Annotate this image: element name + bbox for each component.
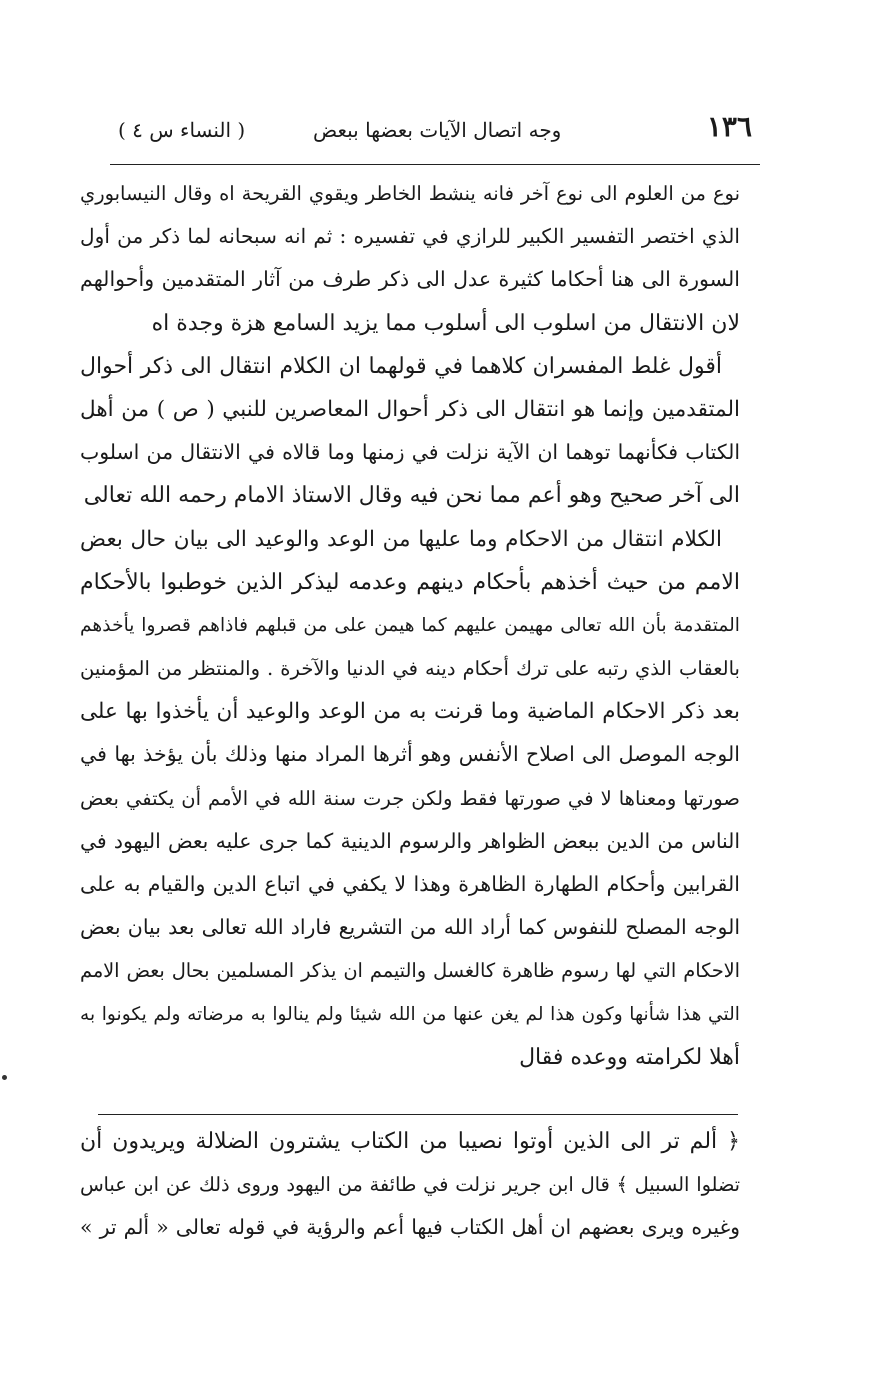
text-line: وغيره ويرى بعضهم ان أهل الكتاب فيها أعم والرؤية في قوله تعالى « ألم تر »	[80, 1215, 740, 1240]
text-line: الذي اختصر التفسير الكبير للرازي في تفسيره : ثم انه سبحانه لما ذكر من أول	[80, 224, 740, 249]
text-line: الوجه المصلح للنفوس كما أراد الله من التشريع فاراد الله تعالى بعد بيان بعض	[80, 915, 740, 940]
surah-reference: ( النساء س ٤ )	[118, 118, 246, 142]
text-line: المتقدمة بأن الله تعالى مهيمن عليهم كما هيمن على من قبلهم فاذاهم قصروا يأخذهم	[80, 614, 740, 636]
text-line: القرابين وأحكام الطهارة الظاهرة وهذا لا يكفي في اتباع الدين والقيام به على	[80, 872, 740, 896]
text-line: نوع من العلوم الى نوع آخر فانه ينشط الخاطر ويقوي القريحة اه وقال النيسابوري	[80, 182, 740, 205]
scan-speck	[2, 1075, 7, 1080]
header-rule	[110, 164, 760, 165]
page-header	[118, 108, 752, 156]
text-line: المتقدمين وإنما هو انتقال الى ذكر أحوال المعاصرين للنبي ( ص ) من أهل	[80, 396, 740, 422]
text-line: الى آخر صحيح وهو أعم مما نحن فيه وقال الاستاذ الامام رحمه الله تعالى	[83, 483, 740, 509]
text-line: الناس من الدين ببعض الظواهر والرسوم الدينية كما جرى عليه بعض اليهود في	[80, 828, 740, 853]
text-line: الكلام انتقال من الاحكام وما عليها من الوعد والوعيد الى بيان حال بعض	[80, 526, 722, 552]
text-line: الكتاب فكأنهما توهما ان الآية نزلت في زمنها وما قالاه في الانتقال من اسلوب	[80, 440, 740, 465]
running-title: وجه اتصال الآيات بعضها ببعض	[313, 118, 562, 142]
page-number: ١٣٦	[706, 110, 752, 143]
text-line: بالعقاب الذي رتبه على ترك أحكام دينه في الدنيا والآخرة . والمنتظر من المؤمنين	[80, 657, 740, 681]
text-line: صورتها ومعناها لا في صورتها فقط ولكن جرت سنة الله في الأمم أن يكتفي بعض	[80, 786, 740, 810]
verse-line: ﴿ ألم تر الى الذين أوتوا نصيبا من الكتاب يشترون الضلالة ويريدون أن	[80, 1129, 740, 1154]
quran-verse-section	[80, 1120, 740, 1250]
main-text	[80, 172, 740, 1079]
text-line: الامم من حيث أخذهم بأحكام دينهم وعدمه ليذكر الذين خوطبوا بالأحكام	[80, 569, 740, 595]
text-line: أهلا لكرامته ووعده فقال	[519, 1044, 740, 1070]
text-line: السورة الى هنا أحكاما كثيرة عدل الى ذكر طرف من آثار المتقدمين وأحوالهم	[80, 267, 740, 292]
text-line: لان الانتقال من اسلوب الى أسلوب مما يزيد السامع هزة وجدة اه	[151, 310, 740, 336]
text-line: أقول غلط المفسران كلاهما في قولهما ان الكلام انتقال الى ذكر أحوال	[80, 353, 722, 379]
text-line: التي هذا شأنها وكون هذا لم يغن عنها من الله شيئا ولم ينالوا به مرضاته ولم يكونوا به	[80, 1003, 740, 1025]
section-rule	[98, 1114, 738, 1115]
text-line: الاحكام التي لها رسوم ظاهرة كالغسل والتيمم ان يذكر المسلمين بحال بعض الامم	[80, 959, 740, 983]
text-line: تضلوا السبيل ﴾ قال ابن جرير نزلت في طائفة من اليهود وروى ذلك عن ابن عباس	[80, 1173, 740, 1197]
text-line: بعد ذكر الاحكام الماضية وما قرنت به من الوعد والوعيد أن يأخذوا بها على	[80, 699, 740, 725]
text-line: الوجه الموصل الى اصلاح الأنفس وهو أثرها المراد منها وذلك بأن يؤخذ بها في	[80, 742, 740, 767]
